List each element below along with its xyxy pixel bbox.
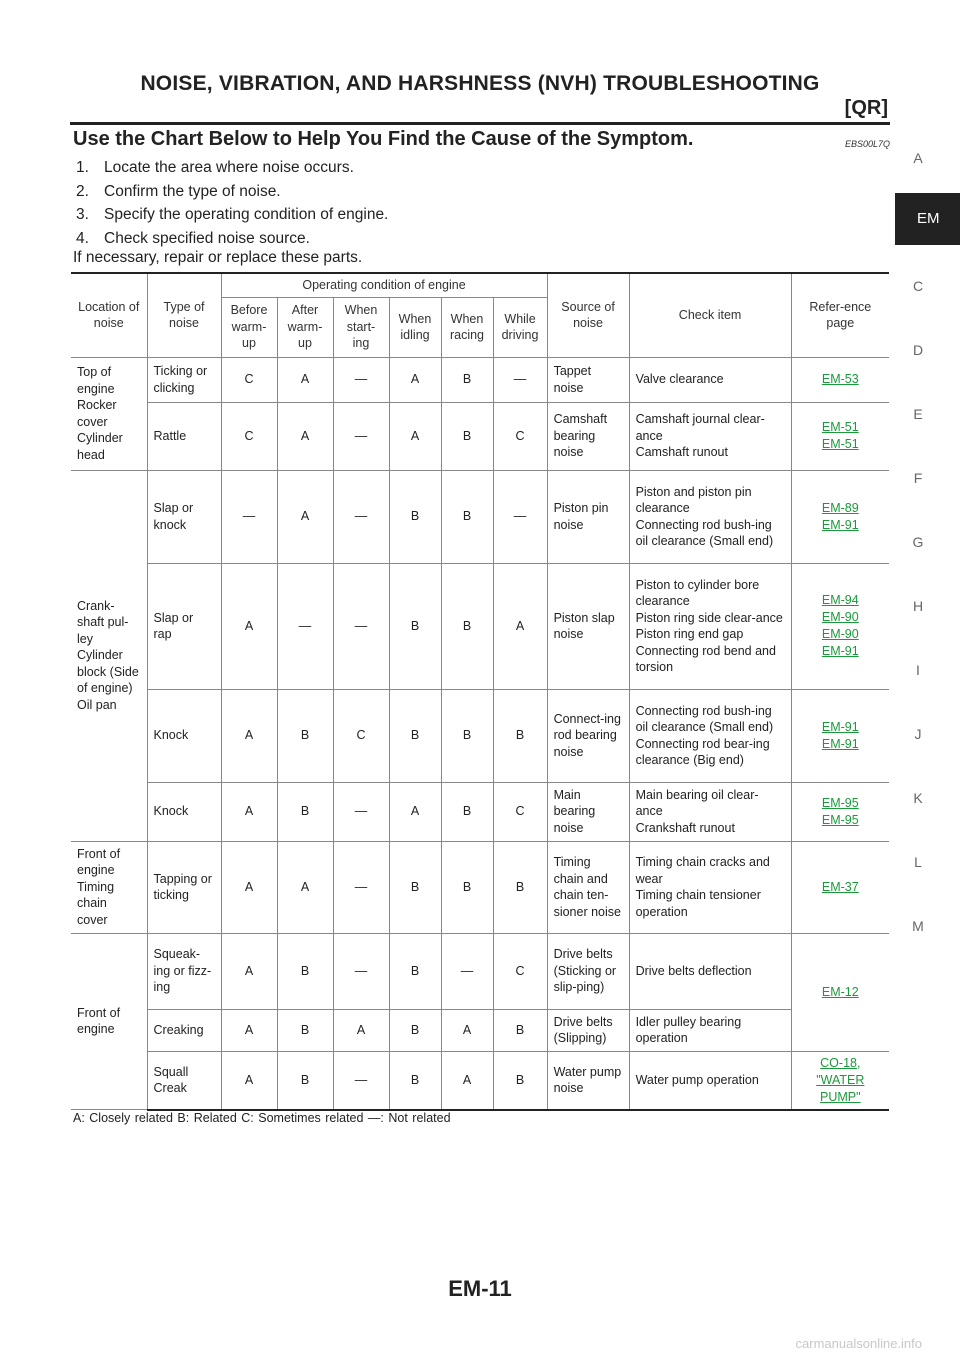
condition-cell: A — [221, 841, 277, 933]
condition-cell: A — [277, 357, 333, 402]
condition-cell: A — [277, 470, 333, 563]
condition-cell: C — [333, 689, 389, 782]
condition-cell: B — [277, 1009, 333, 1051]
check-cell: Water pump operation — [629, 1051, 791, 1110]
condition-cell: C — [493, 782, 547, 841]
condition-cell: B — [441, 563, 493, 689]
type-cell: Slap or rap — [147, 563, 221, 689]
type-cell: Rattle — [147, 402, 221, 470]
reference-cell — [791, 563, 889, 689]
reference-cell — [791, 1051, 889, 1110]
reference-cell — [791, 402, 889, 470]
index-letter-c[interactable]: C — [912, 278, 924, 294]
index-letter-m[interactable]: M — [912, 918, 924, 934]
condition-cell: B — [441, 782, 493, 841]
check-cell: Piston and piston pin clearance Connecting rod bush-ing oil clearance (Small end) — [629, 470, 791, 563]
header-check: Check item — [629, 273, 791, 357]
condition-cell: — — [333, 563, 389, 689]
condition-cell: B — [389, 563, 441, 689]
condition-cell: C — [221, 357, 277, 402]
header-source: Source of noise — [547, 273, 629, 357]
type-cell: Ticking or clicking — [147, 357, 221, 402]
nvh-chart-table — [71, 272, 889, 1111]
check-cell: Drive belts deflection — [629, 933, 791, 1009]
header-type: Type of noise — [147, 273, 221, 357]
condition-cell: B — [277, 782, 333, 841]
condition-cell: A — [221, 1051, 277, 1110]
condition-cell: A — [441, 1051, 493, 1110]
index-letter-d[interactable]: D — [912, 342, 924, 358]
condition-cell: B — [441, 841, 493, 933]
condition-cell: B — [441, 357, 493, 402]
header-location: Location of noise — [71, 273, 147, 357]
condition-cell: — — [333, 470, 389, 563]
condition-cell: B — [389, 1051, 441, 1110]
condition-cell: C — [493, 402, 547, 470]
condition-cell: B — [389, 933, 441, 1009]
step-item: 2. Confirm the type of noise. — [76, 182, 281, 200]
index-letter-e[interactable]: E — [913, 406, 923, 422]
condition-cell: A — [221, 1009, 277, 1051]
condition-cell: — — [493, 357, 547, 402]
repair-note: If necessary, repair or replace these parts. — [73, 249, 363, 266]
condition-cell: A — [277, 841, 333, 933]
source-cell: Connect-ing rod bearing noise — [547, 689, 629, 782]
reference-cell — [791, 841, 889, 933]
type-cell: Knock — [147, 689, 221, 782]
header-operating-condition: Operating condition of engine — [221, 273, 547, 297]
reference-link[interactable]: EM-95 — [821, 812, 859, 827]
condition-cell: B — [493, 1009, 547, 1051]
reference-link[interactable]: EM-91 — [821, 719, 859, 734]
index-letter-j[interactable]: J — [914, 726, 922, 742]
condition-cell: B — [441, 689, 493, 782]
index-letter-l[interactable]: L — [914, 854, 922, 870]
condition-cell: A — [221, 933, 277, 1009]
index-tab-active[interactable]: EM — [895, 193, 960, 245]
table-row — [71, 782, 889, 841]
type-cell: Squall Creak — [147, 1051, 221, 1110]
table-row — [71, 563, 889, 689]
source-cell: Main bearing noise — [547, 782, 629, 841]
condition-cell: B — [389, 470, 441, 563]
condition-cell: — — [333, 841, 389, 933]
reference-link[interactable]: EM-90 — [821, 610, 859, 624]
source-cell: Water pump noise — [547, 1051, 629, 1110]
index-letter-f[interactable]: F — [913, 470, 923, 486]
condition-cell: A — [221, 689, 277, 782]
index-letter-h[interactable]: H — [912, 598, 924, 614]
check-cell: Timing chain cracks and wear Timing chain tensioner operation — [629, 841, 791, 933]
step-item: 1. Locate the area where noise occurs. — [76, 159, 354, 176]
condition-cell: — — [277, 563, 333, 689]
type-cell: Slap or knock — [147, 470, 221, 563]
check-cell: Idler pulley bearing operation — [629, 1009, 791, 1051]
source-cell: Piston slap noise — [547, 563, 629, 689]
reference-link[interactable]: EM-91 — [821, 736, 859, 751]
header-when-racing: When racing — [441, 297, 493, 357]
reference-link[interactable]: EM-91 — [821, 517, 859, 532]
reference-link[interactable]: EM-91 — [821, 644, 859, 658]
header-before-warm-up: Before warm-up — [221, 297, 277, 357]
table-row — [71, 841, 889, 933]
type-cell: Tapping or ticking — [147, 841, 221, 933]
source-cell: Camshaft bearing noise — [547, 402, 629, 470]
source-cell: Drive belts (Sticking or slip-ping) — [547, 933, 629, 1009]
condition-cell: — — [441, 933, 493, 1009]
condition-cell: B — [441, 470, 493, 563]
condition-cell: A — [441, 1009, 493, 1051]
header-when-starting: When start-ing — [333, 297, 389, 357]
check-cell: Piston to cylinder bore clearance Piston ring side clear-ance Piston ring end gap Connecting rod bend and torsion — [629, 563, 791, 689]
condition-cell: — — [333, 1051, 389, 1110]
page-header-subtitle: [QR] — [844, 97, 888, 119]
reference-cell — [791, 782, 889, 841]
type-cell: Creaking — [147, 1009, 221, 1051]
condition-cell: — — [493, 470, 547, 563]
reference-cell — [791, 933, 889, 1051]
table-row — [71, 1009, 889, 1051]
condition-cell: A — [389, 402, 441, 470]
check-cell: Main bearing oil clear-ance Crankshaft runout — [629, 782, 791, 841]
table-row — [71, 357, 889, 402]
check-cell: Connecting rod bush-ing oil clearance (Small end) Connecting rod bear-ing clearance (Big end) — [629, 689, 791, 782]
page-number: EM-11 — [448, 1276, 512, 1301]
section-code: EBS00L7Q — [844, 139, 890, 149]
condition-cell: B — [493, 689, 547, 782]
table-row — [71, 1051, 889, 1110]
reference-cell — [791, 689, 889, 782]
condition-cell: A — [221, 782, 277, 841]
reference-link[interactable]: EM-12 — [821, 984, 859, 999]
source-cell: Timing chain and chain ten-sioner noise — [547, 841, 629, 933]
reference-link[interactable]: EM-51 — [821, 437, 859, 451]
condition-cell: A — [389, 357, 441, 402]
reference-cell — [791, 357, 889, 402]
condition-cell: — — [333, 933, 389, 1009]
condition-cell: A — [389, 782, 441, 841]
type-cell: Squeak-ing or fizz-ing — [147, 933, 221, 1009]
reference-link[interactable]: EM-95 — [821, 795, 859, 810]
header-while-driving: While driving — [493, 297, 547, 357]
step-list — [76, 156, 388, 250]
section-title: Use the Chart Below to Help You Find the Cause of the Symptom. — [73, 128, 694, 150]
table-row — [71, 470, 889, 563]
watermark: carmanualsonline.info — [795, 1336, 922, 1351]
condition-cell: C — [221, 402, 277, 470]
condition-cell: — — [221, 470, 277, 563]
step-item: 3. Specify the operating condition of engine. — [76, 206, 389, 223]
table-row — [71, 933, 889, 1009]
reference-link[interactable]: EM-53 — [821, 372, 859, 386]
check-cell: Camshaft journal clear-ance Camshaft runout — [629, 402, 791, 470]
index-letter-g[interactable]: G — [912, 534, 924, 550]
reference-link[interactable]: EM-37 — [821, 879, 859, 894]
reference-link[interactable]: EM-94 — [821, 593, 859, 607]
table-row — [71, 402, 889, 470]
condition-cell: A — [493, 563, 547, 689]
index-letter-k[interactable]: K — [913, 790, 923, 806]
source-cell: Drive belts (Slipping) — [547, 1009, 629, 1051]
condition-cell: B — [441, 402, 493, 470]
condition-cell: A — [277, 402, 333, 470]
condition-cell: A — [221, 563, 277, 689]
index-letter-i[interactable]: I — [916, 662, 920, 678]
table-row — [71, 689, 889, 782]
condition-cell: B — [389, 1009, 441, 1051]
condition-cell: B — [493, 841, 547, 933]
condition-cell: B — [277, 1051, 333, 1110]
header-rule — [70, 122, 890, 125]
condition-cell: B — [277, 933, 333, 1009]
condition-cell: B — [277, 689, 333, 782]
location-cell: Crank-shaft pul-ley Cylinder block (Side of engine) Oil pan — [71, 470, 147, 841]
location-cell: Front of engine Timing chain cover — [71, 841, 147, 933]
location-cell: Front of engine — [71, 933, 147, 1110]
source-cell: Piston pin noise — [547, 470, 629, 563]
header-after-warm-up: After warm-up — [277, 297, 333, 357]
page-header-title: NOISE, VIBRATION, AND HARSHNESS (NVH) TROUBLESHOOTING — [140, 72, 820, 95]
source-cell: Tappet noise — [547, 357, 629, 402]
reference-link[interactable]: EM-89 — [821, 500, 859, 515]
step-item: 4. Check specified noise source. — [76, 229, 310, 247]
condition-cell: B — [389, 841, 441, 933]
reference-link[interactable]: EM-90 — [821, 627, 859, 641]
condition-cell: — — [333, 357, 389, 402]
condition-cell: — — [333, 402, 389, 470]
legend: A: Closely related B: Related C: Sometimes related —: Not related — [73, 1111, 451, 1125]
reference-link[interactable]: CO-18, "WATER PUMP" — [816, 1055, 865, 1104]
location-cell: Top of engine Rocker cover Cylinder head — [71, 357, 147, 470]
condition-cell: A — [333, 1009, 389, 1051]
condition-cell: — — [333, 782, 389, 841]
header-when-idling: When idling — [389, 297, 441, 357]
header-reference: Refer-ence page — [791, 273, 889, 357]
check-cell: Valve clearance — [629, 357, 791, 402]
condition-cell: C — [493, 933, 547, 1009]
reference-link[interactable]: EM-51 — [821, 420, 859, 434]
condition-cell: B — [493, 1051, 547, 1110]
type-cell: Knock — [147, 782, 221, 841]
reference-cell — [791, 470, 889, 563]
index-letter-a[interactable]: A — [913, 150, 923, 166]
condition-cell: B — [389, 689, 441, 782]
